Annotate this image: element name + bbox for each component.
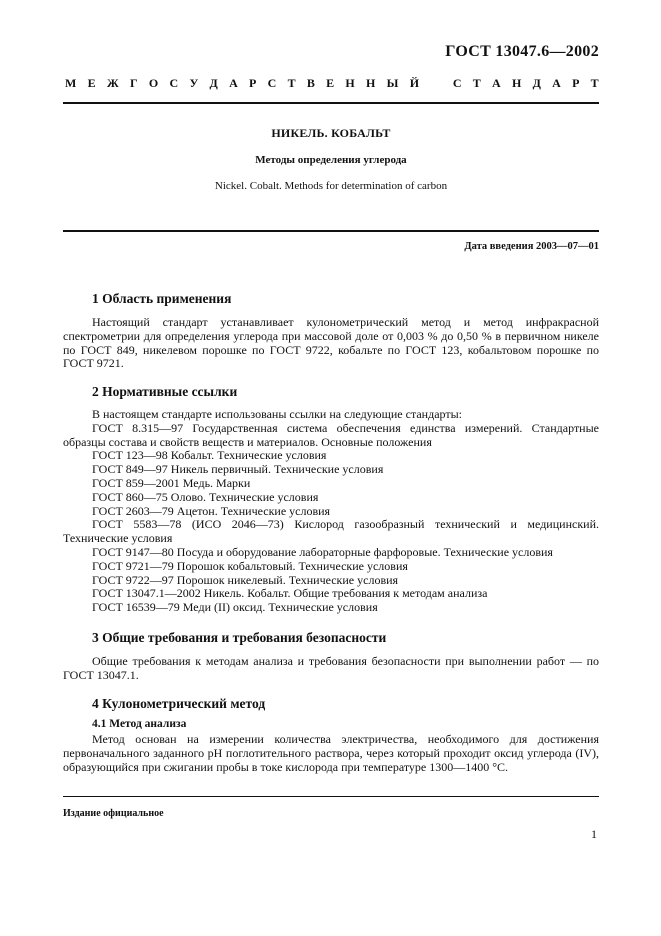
list-item: ГОСТ 13047.1—2002 Никель. Кобальт. Общие требования к методам анализа [92, 586, 488, 601]
scope-paragraph: Настоящий стандарт устанавливает кулонометрический метод и метод инфракрасной спектрометрии для определения углерода при массовой доле от 0,003 % до 0,50 % в первичном никеле по ГОСТ 849, никелевом порошке по ГОСТ 9722, кобальте по ГОСТ 123, кобальтовом порошке по ГОСТ 9721. [63, 315, 599, 371]
standard-type-heading [65, 76, 599, 91]
list-item: ГОСТ 5583—78 (ИСО 2046—73) Кислород газообразный технический и медицинский. Технические условия [63, 517, 599, 546]
section-heading-coulometric-method: 4 Кулонометрический метод [92, 696, 266, 711]
section-heading-general-requirements: 3 Общие требования и требования безопасности [92, 630, 387, 645]
heading-letter: Д [532, 76, 541, 90]
list-item: ГОСТ 860—75 Олово. Технические условия [92, 489, 319, 504]
list-item: ГОСТ 859—2001 Медь. Марки [92, 475, 251, 490]
heading-letter: О [148, 76, 159, 90]
list-item: ГОСТ 123—98 Кобальт. Технические условия [92, 448, 327, 463]
normative-refs-list [63, 408, 599, 615]
section-heading-scope: 1 Область применения [92, 291, 232, 306]
footer-divider [63, 796, 599, 797]
heading-letter: А [229, 76, 238, 90]
heading-letter: Р [572, 76, 580, 90]
heading-letter: А [492, 76, 501, 90]
heading-letter: М [65, 76, 77, 90]
list-item: ГОСТ 9721—79 Порошок кобальтовый. Технические условия [92, 558, 408, 573]
introduction-date: Дата введения 2003—07—01 [464, 241, 599, 252]
list-item: ГОСТ 9147—80 Посуда и оборудование лабораторные фарфоровые. Технические условия [92, 544, 553, 559]
list-item: ГОСТ 16539—79 Меди (II) оксид. Технические условия [92, 600, 378, 615]
heading-letter: Й [409, 76, 420, 90]
section-heading-normative-refs: 2 Нормативные ссылки [92, 384, 238, 399]
heading-letter: С [452, 76, 462, 90]
list-item: ГОСТ 849—97 Никель первичный. Технические условия [92, 462, 384, 477]
document-subtitle: Методы определения углерода [255, 154, 407, 166]
header-divider [63, 102, 599, 104]
heading-letter: А [552, 76, 561, 90]
list-item: ГОСТ 9722—97 Порошок никелевый. Технические условия [92, 572, 399, 587]
method-paragraph: Метод основан на измерении количества электричества, необходимого для достижения первоначального заданного pH поглотительного раствора, через который проходит оксид углерода (IV), образующийся при сжигании пробы в токе кислорода при температуре 1300—1400 °С. [63, 732, 599, 774]
title-divider [63, 230, 599, 232]
document-title: НИКЕЛЬ. КОБАЛЬТ [271, 126, 391, 140]
heading-letter: Е [87, 76, 96, 90]
heading-letter: Т [287, 76, 296, 90]
heading-letter: С [267, 76, 277, 90]
general-requirements-paragraph: Общие требования к методам анализа и требования безопасности при выполнении работ — по ГОСТ 13047.1. [63, 654, 599, 682]
heading-letter: Ы [386, 76, 399, 90]
gost-number: ГОСТ 13047.6—2002 [445, 43, 599, 60]
heading-letter: Г [130, 76, 138, 90]
heading-letter: Т [472, 76, 481, 90]
heading-letter: Н [366, 76, 376, 90]
heading-letter: С [169, 76, 179, 90]
heading-letter: Д [209, 76, 218, 90]
heading-letter: Р [249, 76, 257, 90]
list-item: ГОСТ 8.315—97 Государственная система обеспечения единства измерений. Стандартные образцы состава и свойств веществ и материалов. Основные положения [63, 420, 599, 449]
heading-letter: Ж [106, 76, 119, 90]
list-item: В настоящем стандарте использованы ссылки на следующие стандарты: [92, 407, 463, 421]
edition-label: Издание официальное [63, 808, 164, 819]
heading-letter: Т [590, 76, 599, 90]
heading-letter: У [189, 76, 199, 90]
heading-letter: Н [345, 76, 355, 90]
subsection-heading-method-of-analysis: 4.1 Метод анализа [92, 718, 187, 730]
heading-letter: Н [511, 76, 522, 90]
english-title: Nickel. Cobalt. Methods for determination of carbon [214, 180, 448, 192]
page-number: 1 [591, 827, 597, 841]
heading-letter: В [306, 76, 315, 90]
list-item: ГОСТ 2603—79 Ацетон. Технические условия [92, 503, 331, 518]
heading-letter: Е [326, 76, 335, 90]
